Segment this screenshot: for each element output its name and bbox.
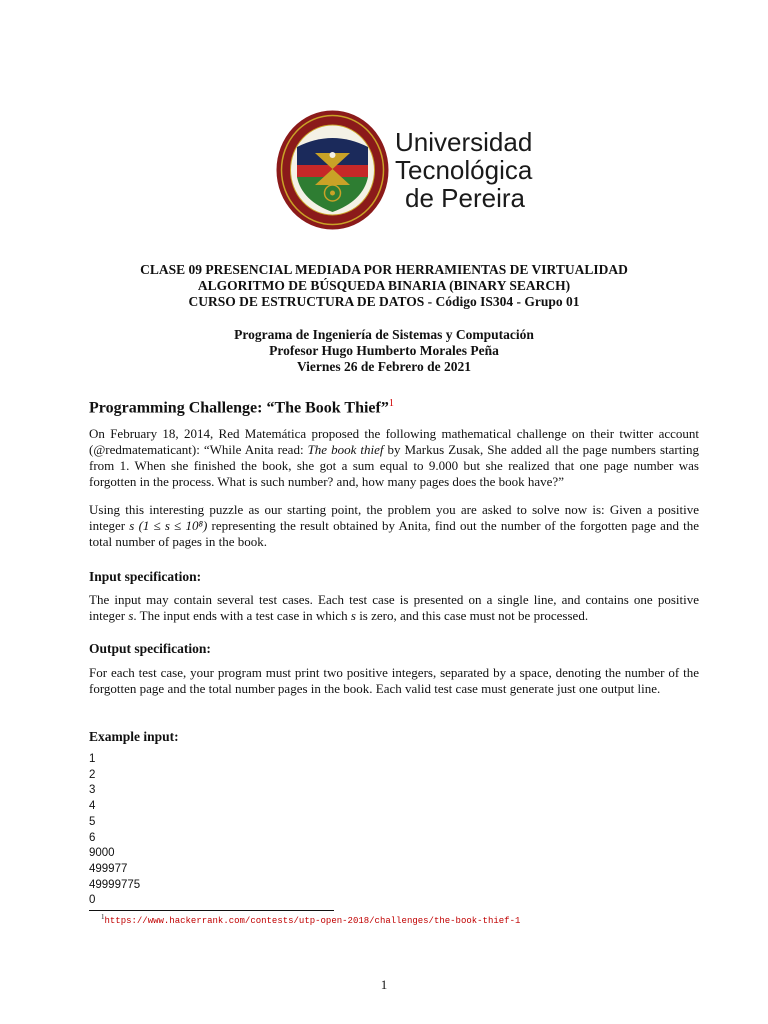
var-s-2: s [350, 608, 356, 623]
input-text-b: . The input ends with a test case in which [133, 608, 351, 623]
range-expression: (1 ≤ s ≤ 10⁸) [138, 518, 208, 533]
example-line: 9000 [89, 847, 115, 860]
example-line: 0 [89, 894, 96, 907]
output-spec-title: Output specification: [89, 641, 211, 656]
header-line4: Programa de Ingeniería de Sistemas y Computación [234, 327, 534, 342]
example-line: 499977 [89, 862, 128, 875]
input-text-c: is zero, and this case must not be processed. [355, 608, 589, 623]
var-s-1: s [128, 608, 134, 623]
course-header [0, 262, 768, 310]
example-input-list [89, 752, 140, 909]
example-line: 1 [89, 753, 96, 765]
input-spec-title: Input specification: [89, 569, 202, 584]
footnote-mark[interactable]: 1 [388, 398, 394, 409]
footnote [101, 913, 520, 926]
university-name [395, 128, 532, 212]
university-seal-icon [275, 109, 390, 231]
section-title-text: Programming Challenge: “The Book Thief” [89, 399, 389, 417]
university-name-line2: Tecnológica [395, 155, 533, 185]
footnote-divider [89, 910, 334, 911]
problem-paragraph-1 [89, 426, 699, 490]
example-line: 2 [89, 768, 96, 781]
example-line: 49999775 [89, 878, 141, 891]
p1-text-a: On February 18, 2014, Red Matemática proposed the following mathematical challenge on their twitter account (@redmatematicant): “While Anita read: [89, 426, 699, 457]
footnote-link[interactable]: https://www.hackerrank.com/contests/utp-open-2018/challenges/the-book-thief-1 [104, 916, 521, 926]
p1-text-b: by Markus Zusak, She added all the page numbers starting from 1. When she finished the book, she got a sum equal to 9.000 but she realized that one page number was forgotten in the process. What is such number? and, how many pages does the book have?” [89, 442, 699, 489]
header-line2: ALGORITMO DE BÚSQUEDA BINARIA (BINARY SEARCH) [197, 278, 571, 293]
header-line5: Profesor Hugo Humberto Morales Peña [269, 343, 499, 358]
professor-header [0, 327, 768, 375]
header-line3: CURSO DE ESTRUCTURA DE DATOS - Código IS304 - Grupo 01 [188, 294, 580, 309]
p2-text-a: Using this interesting puzzle as our starting point, the problem you are asked to solve now is: Given a positive integer [89, 502, 699, 533]
header-line6: Viernes 26 de Febrero de 2021 [296, 359, 472, 374]
university-name-line3: de Pereira [405, 183, 525, 213]
university-logo [275, 109, 532, 231]
example-input-title: Example input: [89, 729, 179, 744]
university-name-line1: Universidad [395, 127, 533, 157]
page-number: 1 [380, 977, 388, 992]
output-spec-text: For each test case, your program must print two positive integers, separated by a space, denoting the number of the forgotten page and the total number pages in the book. Each valid test case must generate just one output line. [89, 665, 699, 696]
var-s: s [129, 518, 135, 533]
footnote-number: 1 [101, 913, 105, 921]
input-text-a: The input may contain several test cases. Each test case is presented on a single line, and contains one positive integer [89, 592, 699, 623]
example-line: 3 [89, 784, 96, 797]
header-line1: CLASE 09 PRESENCIAL MEDIADA POR HERRAMIENTAS DE VIRTUALIDAD [140, 262, 628, 277]
example-line: 6 [89, 831, 96, 844]
book-title: The book thief [307, 442, 384, 457]
input-spec-text [89, 592, 699, 624]
p2-text-b: representing the result obtained by Anita, find out the number of the forgotten page and the total number of pages in the book. [89, 518, 700, 549]
problem-paragraph-2 [89, 502, 699, 550]
section-title [89, 398, 394, 417]
example-line: 5 [89, 815, 96, 828]
example-line: 4 [89, 800, 96, 813]
